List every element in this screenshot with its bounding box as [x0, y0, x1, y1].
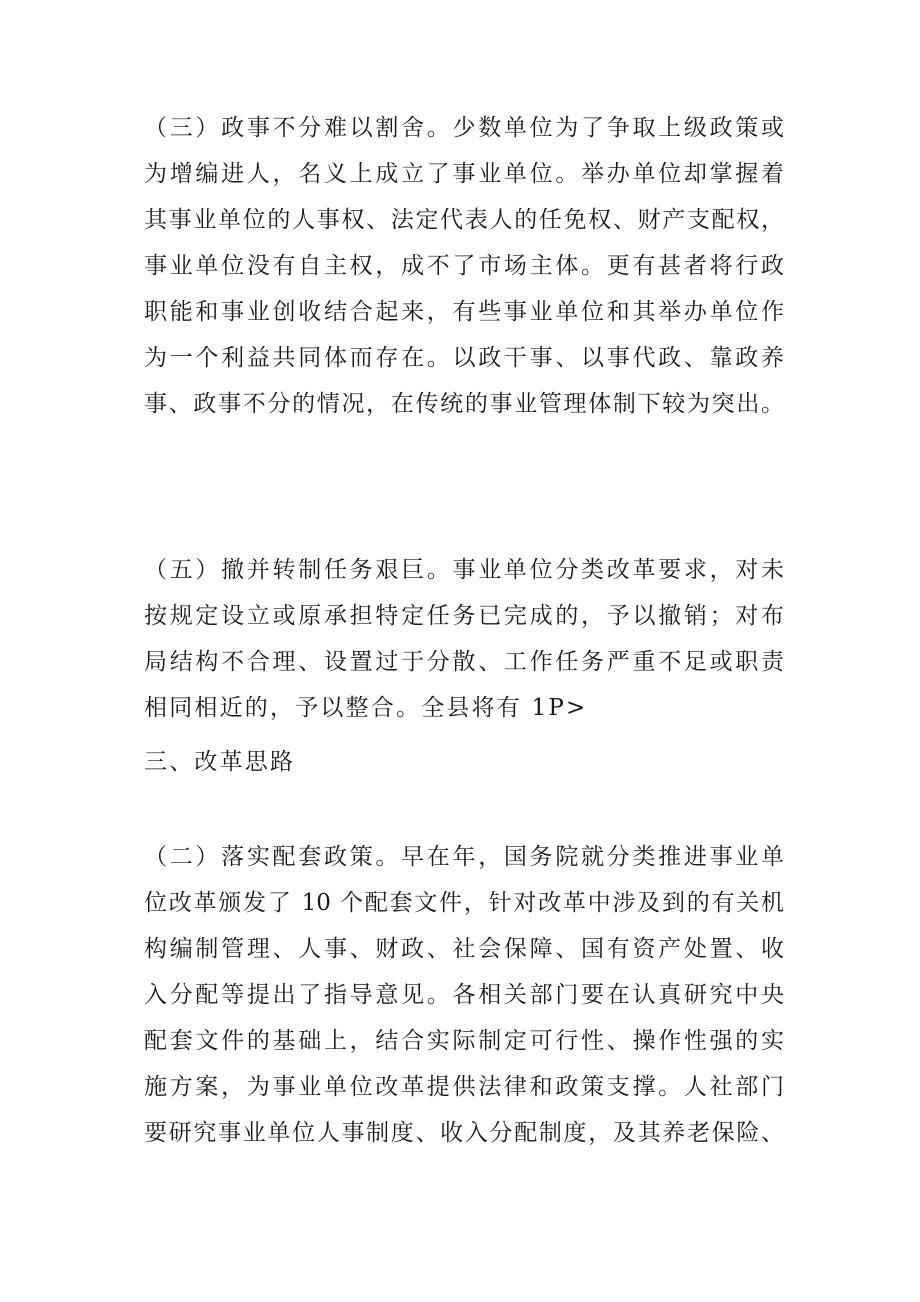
text-line: 配套文件的基础上，结合实际制定可行性、操作性强的实 — [144, 1028, 784, 1054]
paragraph-section-five — [144, 547, 784, 731]
text-line: 事业单位没有自主权，成不了市场主体。更有甚者将行政 — [144, 253, 784, 279]
text-line: 构编制管理、人事、财政、社会保障、国有资产处置、收 — [144, 936, 784, 962]
text-line: （三）政事不分难以割舍。少数单位为了争取上级政策或 — [144, 115, 784, 141]
text-line: 按规定设立或原承担特定任务已完成的，予以撤销；对布 — [144, 603, 784, 629]
text-line: 相同相近的，予以整合。全县将有 1P> — [144, 695, 588, 721]
text-line: （二）落实配套政策。早在年，国务院就分类推进事业单 — [144, 844, 784, 870]
text-line: （五）撤并转制任务艰巨。事业单位分类改革要求，对未 — [144, 557, 784, 583]
text-line: 要研究事业单位人事制度、收入分配制度，及其养老保险、 — [144, 1120, 784, 1146]
text-line: 位改革颁发了 10 个配套文件，针对改革中涉及到的有关机 — [144, 890, 784, 916]
text-line: 施方案，为事业单位改革提供法律和政策支撑。人社部门 — [144, 1074, 784, 1100]
heading-reform-ideas — [144, 739, 784, 785]
text-line: 为一个利益共同体而存在。以政干事、以事代政、靠政养 — [144, 345, 784, 371]
text-line: 入分配等提出了指导意见。各相关部门要在认真研究中央 — [144, 982, 784, 1008]
paragraph-section-three — [144, 105, 784, 427]
text-line: 局结构不合理、设置过于分散、工作任务严重不足或职责 — [144, 649, 784, 675]
paragraph-section-two — [144, 834, 784, 1156]
section-heading: 三、改革思路 — [144, 749, 296, 775]
text-line: 职能和事业创收结合起来，有些事业单位和其举办单位作 — [144, 299, 784, 325]
text-line: 事、政事不分的情况，在传统的事业管理体制下较为突出。 — [144, 391, 784, 417]
text-line: 为增编进人，名义上成立了事业单位。举办单位却掌握着 — [144, 161, 784, 187]
text-line: 其事业单位的人事权、法定代表人的任免权、财产支配权， — [144, 207, 784, 233]
